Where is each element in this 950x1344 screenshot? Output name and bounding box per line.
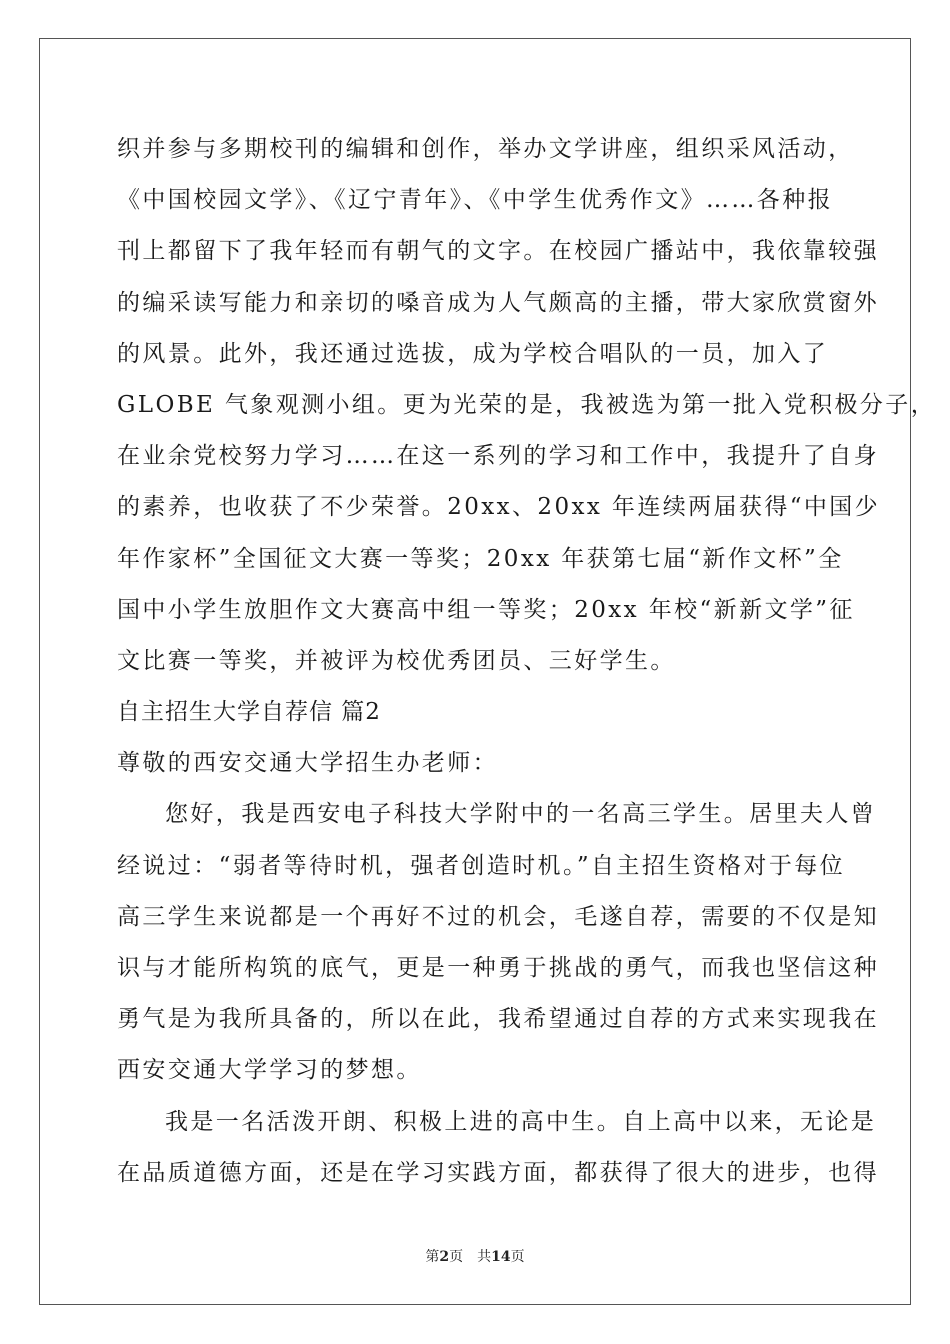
text-line: 勇气是为我所具备的，所以在此，我希望通过自荐的方式来实现我在 [117,1006,879,1033]
text-line: 在品质道德方面，还是在学习实践方面，都获得了很大的进步，也得 [117,1159,879,1186]
text-line: 的编采读写能力和亲切的嗓音成为人气颇高的主播，带大家欣赏窗外 [117,289,879,316]
footer-total-suffix: 页 [510,1249,525,1265]
text-line: 刊上都留下了我年轻而有朝气的文字。在校园广播站中，我依靠较强 [117,238,879,265]
text-line: GLOBE 气象观测小组。更为光荣的是，我被选为第一批入党积极分子， [117,391,937,418]
paragraph [117,124,937,687]
document-body [117,124,937,1199]
text-line: 西安交通大学学习的梦想。 [117,1057,422,1084]
text-line: 织并参与多期校刊的编辑和创作，举办文学讲座，组织采风活动， [117,136,854,162]
paragraph [117,789,879,1096]
text-line: 尊敬的西安交通大学招生办老师： [117,750,498,777]
text-line: 《中国校园文学》、《辽宁青年》、《中学生优秀作文》……各种报 [117,187,833,214]
text-line: 经说过：“弱者等待时机，强者创造时机。”自主招生资格对于每位 [117,852,846,879]
footer-page-suffix: 页 [449,1249,464,1265]
text-line: 国中小学生放胆作文大赛高中组一等奖；20xx 年校“新新文学”征 [117,596,855,623]
section-heading [117,687,837,738]
footer-page-total: 14 [491,1249,511,1265]
paragraph [117,738,837,789]
footer-total-prefix: 共 [477,1249,492,1265]
text-line: 文比赛一等奖，并被评为校优秀团员、三好学生。 [117,647,676,674]
text-line: 在业余党校努力学习……在这一系列的学习和工作中，我提升了自身 [117,443,879,470]
text-line: 高三学生来说都是一个再好不过的机会，毛遂自荐，需要的不仅是知 [117,903,879,930]
text-line: 的素养，也收获了不少荣誉。20xx、20xx 年连续两届获得“中国少 [117,494,881,521]
heading-line: 自主招生大学自荐信 篇2 [117,699,381,726]
footer-page-current: 2 [439,1249,450,1265]
page-footer [0,1247,950,1267]
text-line: 年作家杯”全国征文大赛一等奖；20xx 年获第七届“新作文杯”全 [117,545,844,572]
text-line: 识与才能所构筑的底气，更是一种勇于挑战的勇气，而我也坚信这种 [117,955,879,981]
paragraph [117,1097,879,1199]
text-line: 您好，我是西安电子科技大学附中的一名高三学生。居里夫人曾 [165,801,877,828]
text-line: 的风景。此外，我还通过选拔，成为学校合唱队的一员，加入了 [117,340,829,367]
text-line: 我是一名活泼开朗、积极上进的高中生。自上高中以来，无论是 [165,1108,877,1135]
footer-page-prefix: 第 [425,1249,440,1265]
